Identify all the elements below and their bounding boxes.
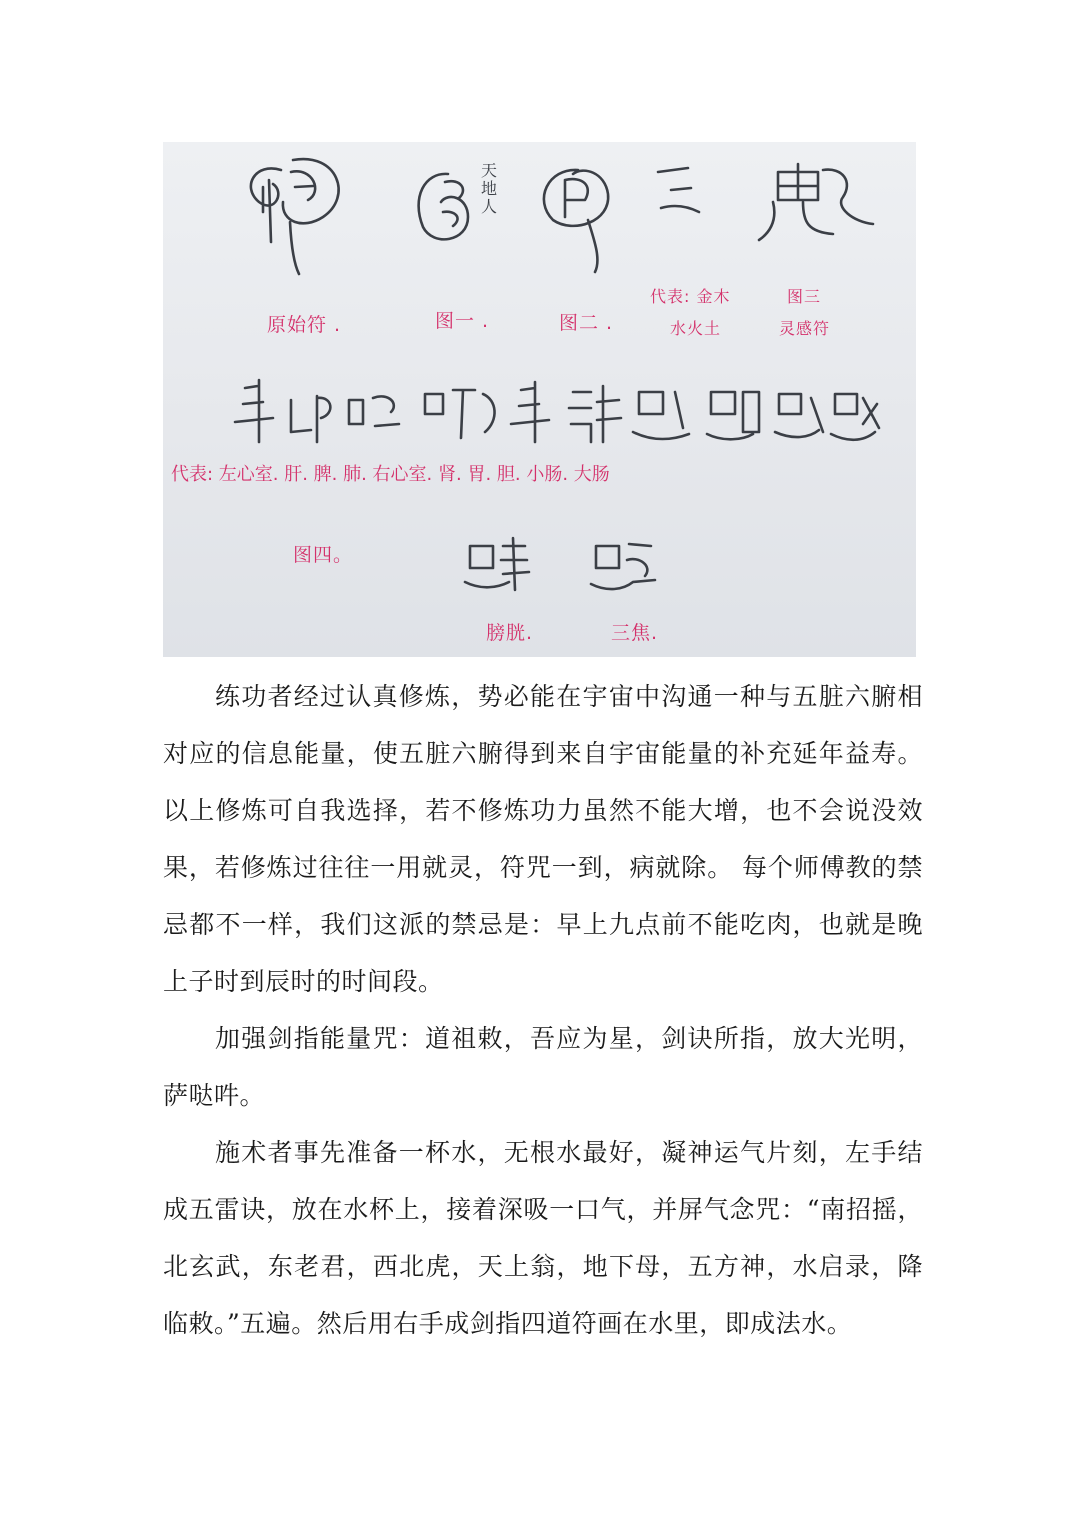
label-organs-row: 代表: 左心室. 肝. 脾. 肺. 右心室. 肾. 胃. 胆. 小肠. 大肠 bbox=[171, 464, 610, 485]
label-inspiration-talisman: 灵感符 bbox=[779, 319, 831, 338]
tian-char: 天 bbox=[481, 161, 498, 180]
bladder-sanjiao-glyphs bbox=[465, 538, 655, 590]
handwritten-talisman-drawing bbox=[163, 142, 916, 657]
label-water-fire-earth: 水火土 bbox=[670, 319, 722, 338]
organ-talisman-row bbox=[235, 380, 879, 442]
label-represents-metal-wood: 代表: 金木 bbox=[650, 287, 731, 306]
san-glyph bbox=[658, 168, 699, 212]
di-char: 地 bbox=[481, 179, 498, 198]
paragraph-cultivation: 练功者经过认真修炼，势必能在宇宙中沟通一种与五脏六腑相对应的信息能量，使五脏六腑得到来自宇宙能量的补充延年益寿。以上修炼可自我选择，若不修炼功力虽然不能大增，也不会说没效果，若修炼过往往一用就灵，符咒一到，病就除。 每个师傅教的禁忌都不一样，我们这派的禁忌是：早上九点前不能吃肉，也就是晚上子时到辰时的时间段。 bbox=[163, 682, 923, 996]
label-original-talisman: 原始符 . bbox=[267, 314, 342, 336]
label-figure-two: 图二 . bbox=[559, 312, 614, 334]
paragraph-holy-water: 施术者事先准备一杯水，无根水最好，凝神运气片刻，左手结成五雷诀，放在水杯上，接着深吸一口气，并屏气念咒：“南招摇，北玄武，东老君，西北虎，天上翁，地下母，五方神，水启录，降临敕。”五遍。然后用右手成剑指四道符画在水里，即成法水。 bbox=[163, 1138, 923, 1338]
paragraph-sword-finger-mantra: 加强剑指能量咒：道祖敕，吾应为星，剑诀所指，放大光明，萨哒吽。 bbox=[163, 1024, 923, 1110]
label-sanjiao: 三焦. bbox=[611, 622, 659, 644]
figure-two-glyph bbox=[544, 170, 608, 272]
original-talisman-glyph bbox=[251, 159, 339, 274]
label-figure-four: 图四。 bbox=[293, 544, 354, 566]
ren-char: 人 bbox=[481, 197, 498, 216]
tian-di-ren-note bbox=[481, 162, 501, 216]
label-figure-one: 图一 . bbox=[435, 310, 490, 332]
gui-glyph bbox=[759, 164, 873, 240]
label-bladder: 膀胱. bbox=[486, 622, 534, 644]
figure-one-glyph bbox=[419, 174, 468, 239]
label-figure-three: 图三 bbox=[787, 287, 822, 306]
talisman-photo bbox=[163, 142, 916, 657]
